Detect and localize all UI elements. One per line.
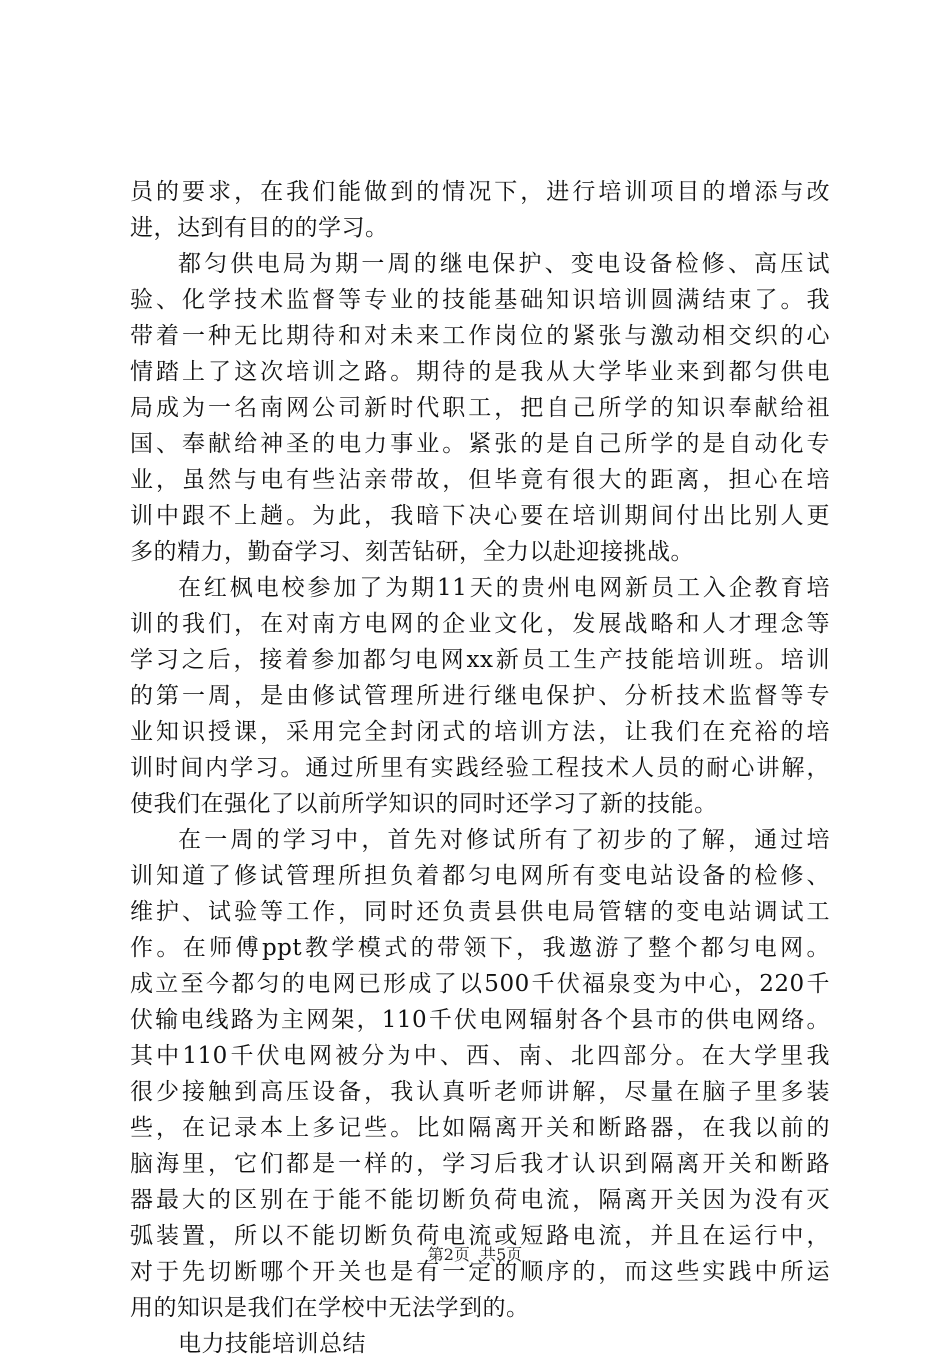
text-line: 脑海里，它们都是一样的，学习后我才认识到隔离开关和断路 [130,1151,830,1177]
text-line: 业知识授课，采用完全封闭式的培训方法，让我们在充裕的培 [130,719,830,745]
text-line: 多的精力，勤奋学习、刻苦钻研，全力以赴迎接挑战。 [130,539,694,565]
text-line: 进，达到有目的的学习。 [130,215,389,241]
text-line: 在一周的学习中，首先对修试所有了初步的了解，通过培 [178,827,830,853]
text-line: 训的我们，在对南方电网的企业文化，发展战略和人才理念等 [130,611,830,637]
text-line: 情踏上了这次培训之路。期待的是我从大学毕业来到都匀供电 [130,359,830,385]
text-line: 作。在师傅ppt教学模式的带领下，我遨游了整个都匀电网。 [130,935,830,961]
text-line: 训知道了修试管理所担负着都匀电网所有变电站设备的检修、 [130,863,830,889]
text-line: 成立至今都匀的电网已形成了以500千伏福泉变为中心，220千 [130,971,830,997]
text-line: 都匀供电局为期一周的继电保护、变电设备检修、高压试 [178,251,830,277]
text-line: 器最大的区别在于能不能切断负荷电流，隔离开关因为没有灭 [130,1187,830,1213]
text-line: 国、奉献给神圣的电力事业。紧张的是自己所学的是自动化专 [130,431,830,457]
text-line: 的第一周，是由修试管理所进行继电保护、分析技术监督等专 [130,683,830,709]
text-line: 学习之后，接着参加都匀电网xx新员工生产技能培训班。培训 [130,647,830,673]
document-body [130,174,830,1362]
text-line: 训时间内学习。通过所里有实践经验工程技术人员的耐心讲解， [130,755,830,781]
text-line: 电力技能培训总结 [178,1331,366,1357]
text-line: 使我们在强化了以前所学知识的同时还学习了新的技能。 [130,791,718,817]
text-line: 验、化学技术监督等专业的技能基础知识培训圆满结束了。我 [130,287,830,313]
text-line: 对于先切断哪个开关也是有一定的顺序的，而这些实践中所运 [130,1259,830,1285]
text-line: 很少接触到高压设备，我认真听老师讲解，尽量在脑子里多装 [130,1079,830,1105]
text-line: 伏输电线路为主网架，110千伏电网辐射各个县市的供电网络。 [130,1007,830,1033]
text-line: 训中跟不上趟。为此，我暗下决心要在培训期间付出比别人更 [130,503,830,529]
text-line: 业，虽然与电有些沾亲带故，但毕竟有很大的距离，担心在培 [130,467,830,493]
text-line: 在红枫电校参加了为期11天的贵州电网新员工入企教育培 [178,575,830,601]
text-line: 些，在记录本上多记些。比如隔离开关和断路器，在我以前的 [130,1115,830,1141]
text-line: 带着一种无比期待和对未来工作岗位的紧张与激动相交织的心 [130,323,830,349]
page-footer: 第2页 共5页 [427,1245,523,1264]
text-line: 其中110千伏电网被分为中、西、南、北四部分。在大学里我 [130,1043,830,1069]
text-line: 员的要求，在我们能做到的情况下，进行培训项目的增添与改 [130,179,830,205]
text-line: 弧装置，所以不能切断负荷电流或短路电流，并且在运行中， [130,1223,830,1249]
text-line: 局成为一名南网公司新时代职工，把自己所学的知识奉献给祖 [130,395,830,421]
text-line: 用的知识是我们在学校中无法学到的。 [130,1295,530,1321]
text-line: 维护、试验等工作，同时还负责县供电局管辖的变电站调试工 [130,899,830,925]
